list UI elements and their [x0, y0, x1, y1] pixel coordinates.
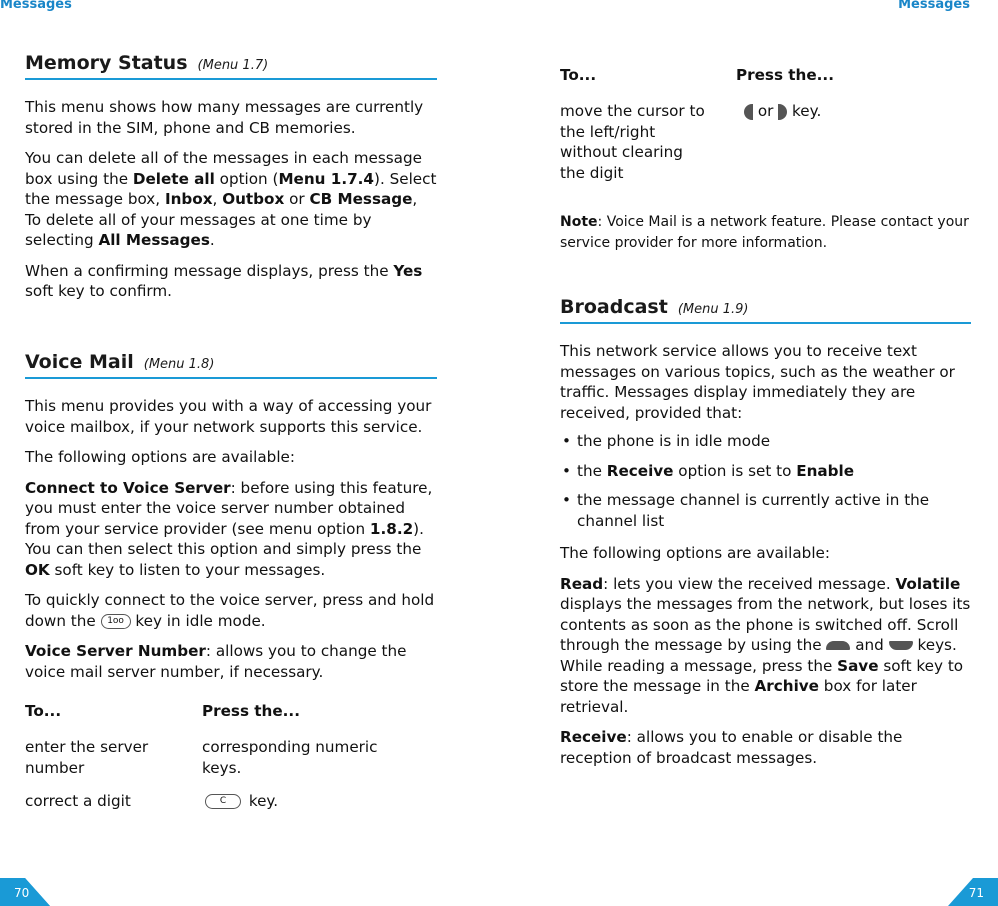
paragraph: This menu shows how many messages are currently stored in the SIM, phone and CB memories. — [25, 98, 424, 137]
cursor-table-section — [560, 66, 971, 253]
table-row — [560, 101, 971, 183]
paragraph: This menu provides you with a way of accessing your voice mailbox, if your network supports this service. — [25, 397, 432, 436]
heading-menu-ref: (Menu 1.7) — [197, 58, 269, 73]
table-cell: corresponding numeric keys. — [202, 738, 378, 777]
paragraph: Receive: allows you to enable or disable the reception of broadcast messages. — [560, 728, 903, 767]
table-header-press: Press the... — [202, 702, 300, 720]
memory-status-section — [25, 52, 437, 302]
heading-title: Voice Mail — [25, 351, 134, 373]
table-row — [25, 737, 437, 778]
paragraph: Connect to Voice Server: before using this feature, you must enter the voice server number obtained from your service provider (see menu option 1.8.2). You can then select this option and simply press the OK soft key to listen to your messages. — [25, 478, 433, 579]
section-heading — [560, 296, 971, 324]
table-cell: or key. — [736, 101, 971, 183]
paragraph: This network service allows you to receive text messages on various topics, such as the weather or traffic. Messages display immediately they are received, provided that: — [560, 342, 955, 422]
running-header: Messages — [898, 0, 970, 12]
voice-mail-section — [25, 351, 437, 812]
paragraph: You can delete all of the messages in each message box using the Delete all option (Menu 1.7.4). Select the message box, Inbox, Outbox or CB Message, To delete all of your messages at one time by selecting All Messages. — [25, 149, 437, 249]
page-number-tab — [948, 878, 998, 906]
voicemail-key-icon: 1oo — [101, 614, 131, 629]
section-heading — [25, 52, 437, 80]
right-arrow-key-icon — [778, 104, 787, 120]
heading-title: Broadcast — [560, 296, 668, 318]
left-arrow-key-icon — [744, 104, 753, 120]
table-cell: move the cursor to the left/right without clearing the digit — [560, 102, 705, 182]
table-cell: C key. — [202, 778, 437, 812]
page-number: 70 — [14, 886, 30, 900]
table-header-press: Press the... — [736, 66, 834, 84]
broadcast-section — [560, 296, 971, 768]
list-item: • the phone is in idle mode — [560, 431, 971, 452]
paragraph: Voice Server Number: allows you to change the voice mail server number, if necessary. — [25, 642, 407, 681]
key-table — [25, 702, 437, 812]
down-arrow-key-icon — [889, 641, 913, 650]
condition-list — [560, 431, 971, 531]
table-row — [25, 778, 437, 812]
clear-key-icon: C — [205, 794, 241, 809]
up-arrow-key-icon — [826, 641, 850, 650]
page-number-tab — [0, 878, 50, 906]
paragraph: To quickly connect to the voice server, press and hold down the 1oo key in idle mode. — [25, 591, 435, 630]
section-heading — [25, 351, 437, 379]
heading-menu-ref: (Menu 1.8) — [143, 357, 215, 372]
running-header: Messages — [0, 0, 72, 12]
heading-menu-ref: (Menu 1.9) — [677, 302, 749, 317]
note: Note: Voice Mail is a network feature. Please contact your service provider for more information. — [560, 214, 969, 251]
paragraph: Read: lets you view the received message. Volatile displays the messages from the network, but loses its contents as soon as the phone is switched off. Scroll through the message by using the and keys. While reading a message, press the Save soft key to store the message in the Archive box for later retrieval. — [560, 574, 971, 716]
paragraph: When a confirming message displays, press the Yes soft key to confirm. — [25, 261, 423, 300]
paragraph: The following options are available: — [560, 544, 831, 562]
right-page — [499, 0, 998, 906]
list-item: • the message channel is currently active in the channel list — [560, 490, 971, 531]
heading-title: Memory Status — [25, 52, 188, 74]
key-table — [560, 66, 971, 183]
page-number: 71 — [968, 886, 984, 900]
table-header-to: To... — [25, 702, 62, 720]
paragraph: The following options are available: — [25, 448, 296, 466]
list-item: • the Receive option is set to Enable — [560, 461, 971, 482]
table-cell: enter the server number — [25, 738, 149, 777]
table-cell: correct a digit — [25, 792, 131, 810]
table-header-to: To... — [560, 66, 597, 84]
